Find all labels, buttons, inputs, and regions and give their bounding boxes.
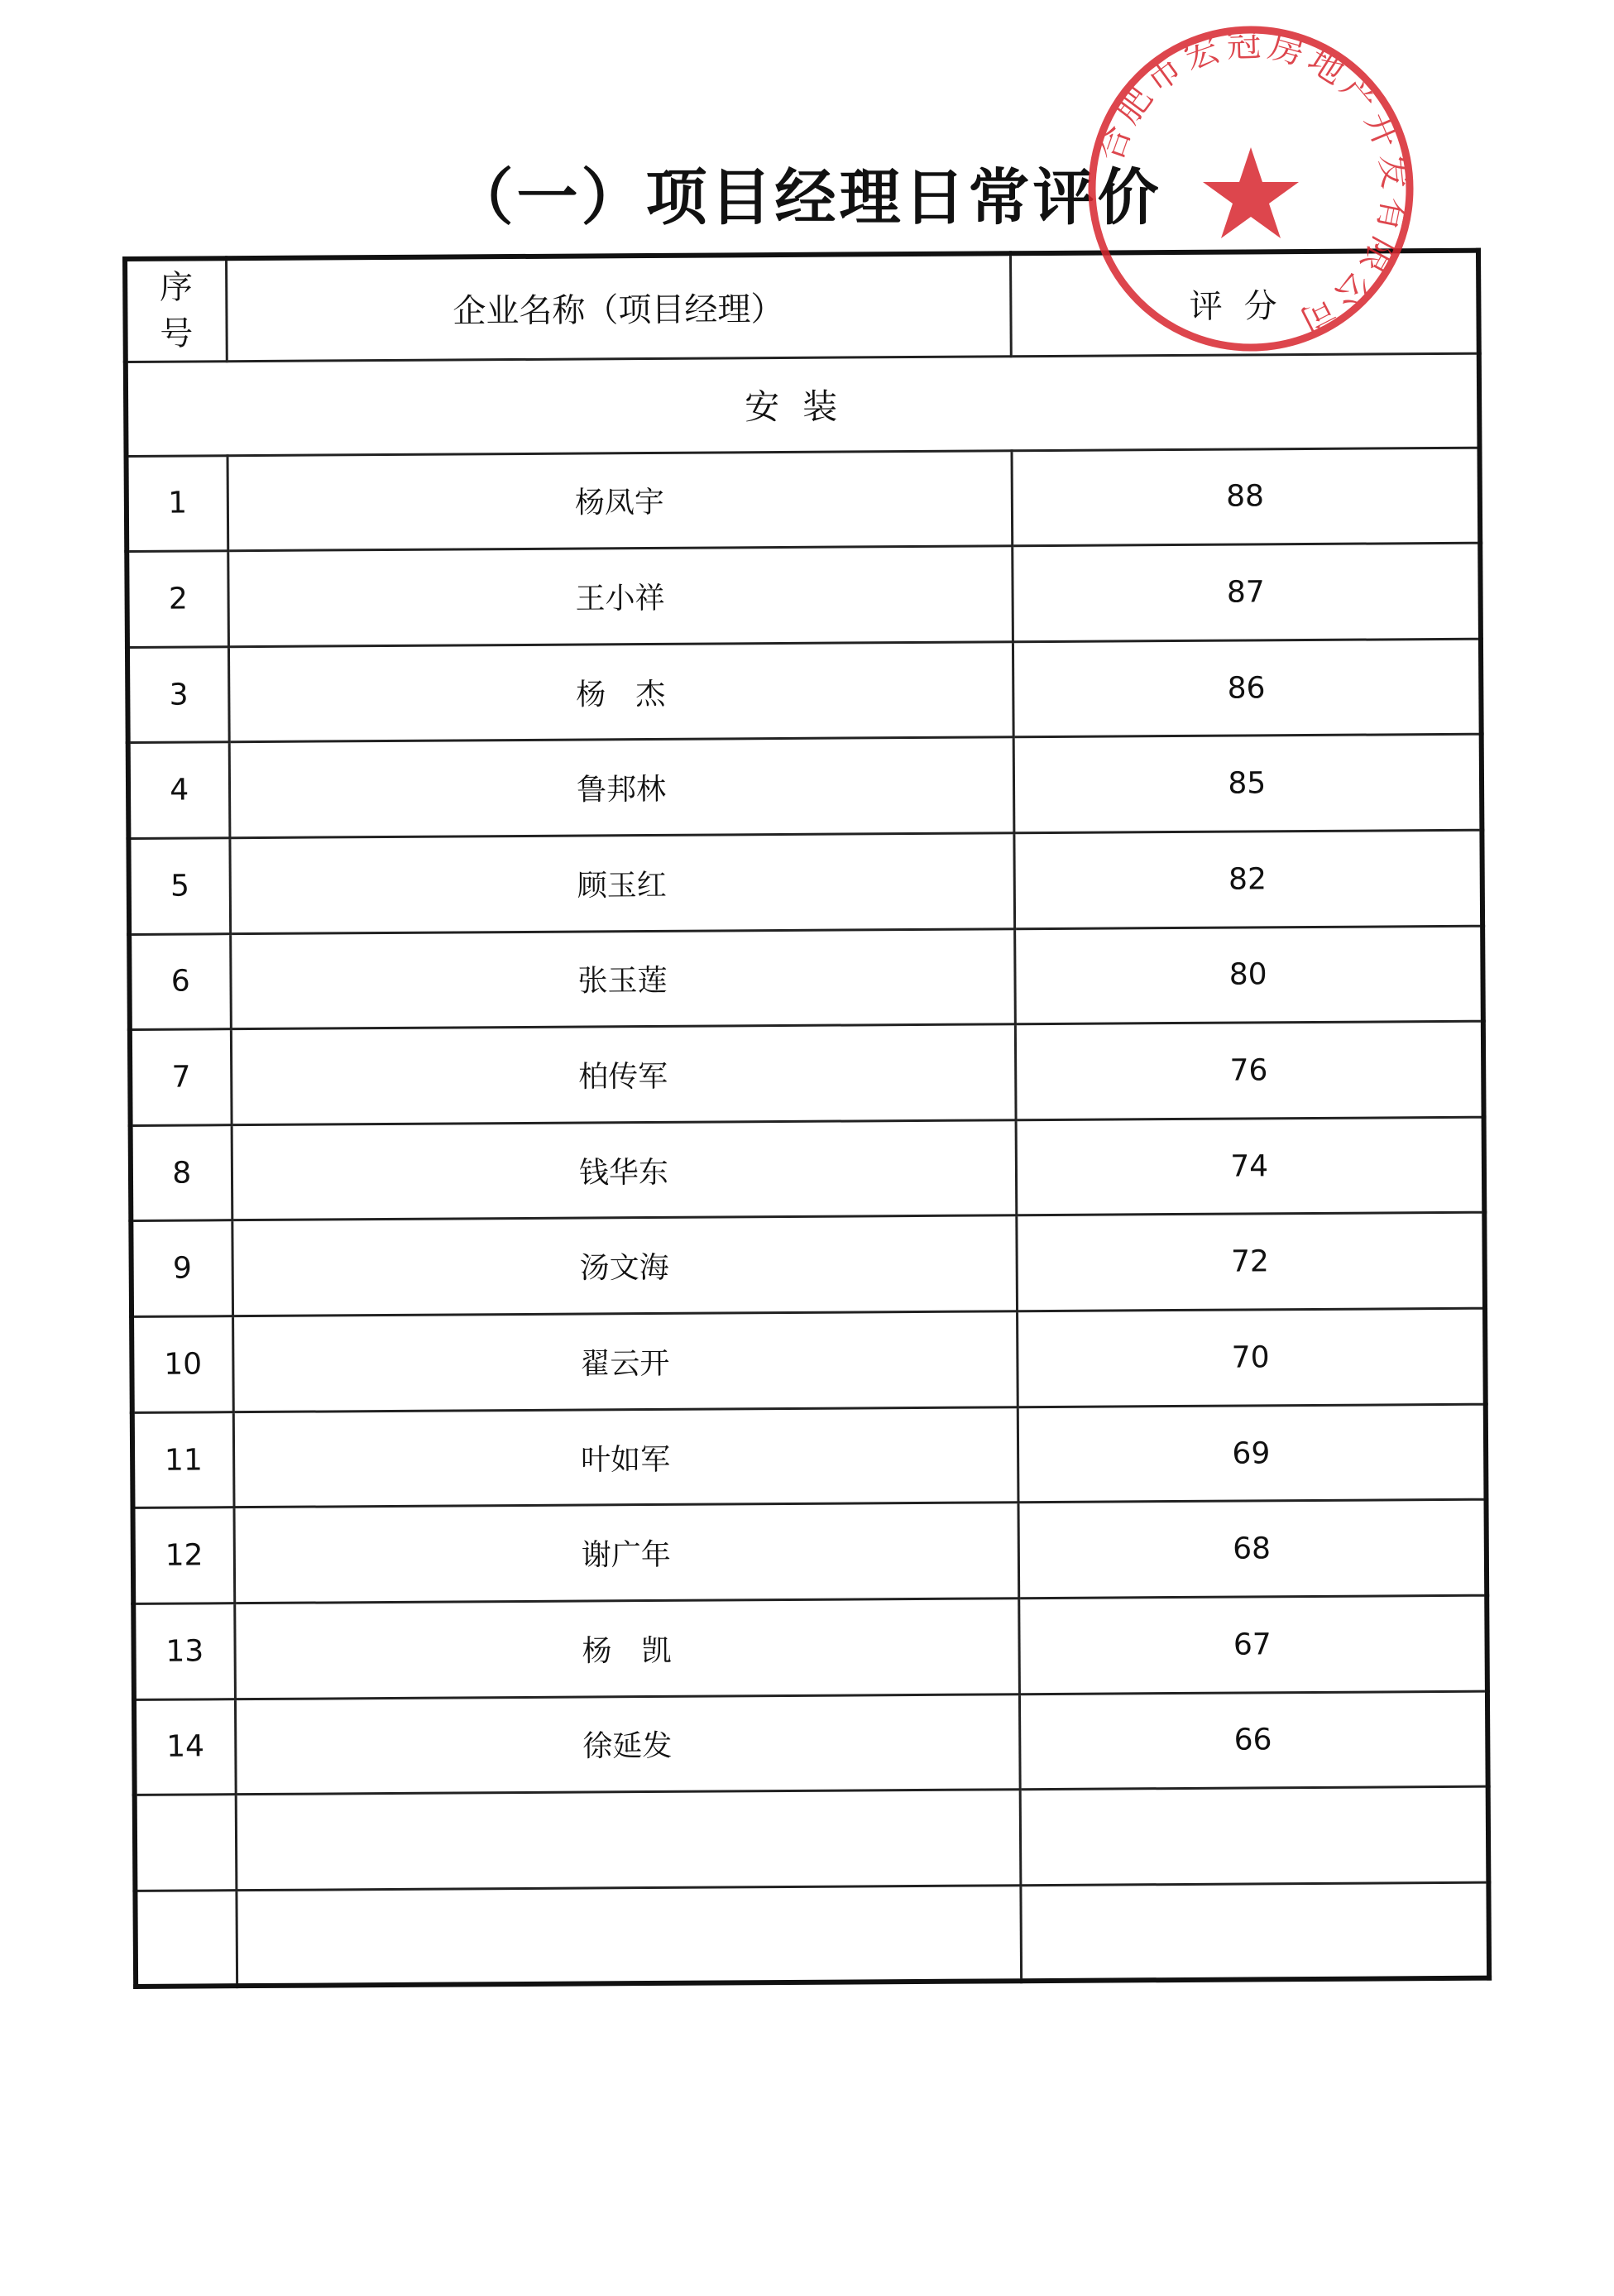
table-row bbox=[131, 1213, 1485, 1317]
cell-no: 7 bbox=[130, 1029, 232, 1125]
cell-score: 68 bbox=[1018, 1499, 1487, 1598]
section-row bbox=[126, 353, 1480, 456]
table-row bbox=[127, 448, 1481, 552]
cell-no: 4 bbox=[128, 742, 230, 838]
header-seq bbox=[125, 258, 227, 362]
cell-score: 66 bbox=[1019, 1691, 1488, 1790]
cell-score: 69 bbox=[1018, 1404, 1487, 1503]
cell-name: 钱华东 bbox=[232, 1120, 1017, 1221]
header-seq-label: 序 号 bbox=[159, 268, 194, 353]
page-title: （一）项目经理日常评价 bbox=[452, 162, 1162, 233]
cell-score: 74 bbox=[1016, 1117, 1485, 1215]
cell-name: 王小祥 bbox=[227, 546, 1013, 647]
table-row bbox=[127, 543, 1481, 647]
cell-name: 顾玉红 bbox=[229, 833, 1014, 934]
cell-name: 鲁邦林 bbox=[229, 737, 1014, 838]
cell-no: 8 bbox=[131, 1125, 232, 1221]
header-name: 企业名称（项目经理） bbox=[226, 253, 1011, 361]
cell-no: 14 bbox=[134, 1699, 236, 1795]
cell-score: 86 bbox=[1013, 639, 1482, 737]
cell-no: 1 bbox=[127, 455, 228, 551]
cell-no: 13 bbox=[133, 1603, 235, 1699]
header-row bbox=[125, 251, 1479, 362]
table-row bbox=[129, 926, 1483, 1030]
cell-name: 杨凤宇 bbox=[227, 450, 1013, 551]
header-score: 评分 bbox=[1010, 251, 1479, 357]
cell-name: 柏传军 bbox=[231, 1024, 1016, 1125]
cell-no bbox=[135, 1795, 237, 1891]
table-row bbox=[132, 1404, 1487, 1508]
cell-name: 翟云开 bbox=[232, 1311, 1018, 1412]
cell-name: 杨 凯 bbox=[234, 1599, 1019, 1699]
cell-score: 88 bbox=[1011, 448, 1480, 546]
cell-score: 80 bbox=[1014, 926, 1483, 1024]
cell-no: 10 bbox=[132, 1316, 233, 1412]
cell-no: 12 bbox=[133, 1507, 235, 1603]
table-row bbox=[133, 1499, 1487, 1603]
table-row bbox=[128, 735, 1482, 839]
cell-name bbox=[236, 1790, 1021, 1891]
evaluation-table bbox=[122, 248, 1492, 1989]
cell-score: 76 bbox=[1015, 1021, 1484, 1119]
table-row bbox=[133, 1595, 1487, 1699]
cell-no bbox=[135, 1890, 237, 1987]
table-row bbox=[135, 1786, 1489, 1891]
cell-score bbox=[1020, 1786, 1489, 1885]
cell-no: 6 bbox=[129, 933, 231, 1029]
cell-score: 87 bbox=[1012, 543, 1481, 641]
table-row bbox=[132, 1308, 1486, 1412]
cell-score: 70 bbox=[1017, 1308, 1486, 1407]
table-row bbox=[128, 830, 1482, 934]
cell-score: 85 bbox=[1013, 735, 1482, 833]
table-row bbox=[131, 1117, 1485, 1221]
cell-score: 67 bbox=[1018, 1595, 1487, 1694]
cell-name: 杨 杰 bbox=[228, 642, 1013, 743]
table-row bbox=[127, 639, 1482, 743]
cell-name bbox=[236, 1885, 1021, 1986]
table-row bbox=[130, 1021, 1484, 1125]
cell-no: 5 bbox=[128, 838, 230, 934]
cell-name: 汤文海 bbox=[232, 1215, 1017, 1316]
table-row bbox=[135, 1882, 1489, 1987]
cell-name: 徐延发 bbox=[235, 1694, 1020, 1795]
cell-no: 2 bbox=[127, 551, 228, 647]
cell-name: 叶如军 bbox=[233, 1407, 1018, 1507]
cell-no: 9 bbox=[131, 1220, 232, 1316]
section-label: 安装 bbox=[126, 353, 1480, 456]
table-row bbox=[134, 1691, 1488, 1795]
evaluation-table-container bbox=[122, 248, 1487, 1989]
cell-no: 3 bbox=[127, 647, 229, 743]
cell-score bbox=[1020, 1882, 1489, 1981]
svg-text:合肥市宏冠房地产开发有限公司: 合肥市宏冠房地产开发有限公司 bbox=[1089, 23, 1416, 345]
cell-score: 72 bbox=[1016, 1213, 1485, 1311]
cell-name: 谢广年 bbox=[234, 1503, 1019, 1603]
cell-name: 张玉莲 bbox=[230, 928, 1015, 1029]
cell-score: 82 bbox=[1013, 830, 1482, 928]
cell-no: 11 bbox=[132, 1412, 234, 1507]
